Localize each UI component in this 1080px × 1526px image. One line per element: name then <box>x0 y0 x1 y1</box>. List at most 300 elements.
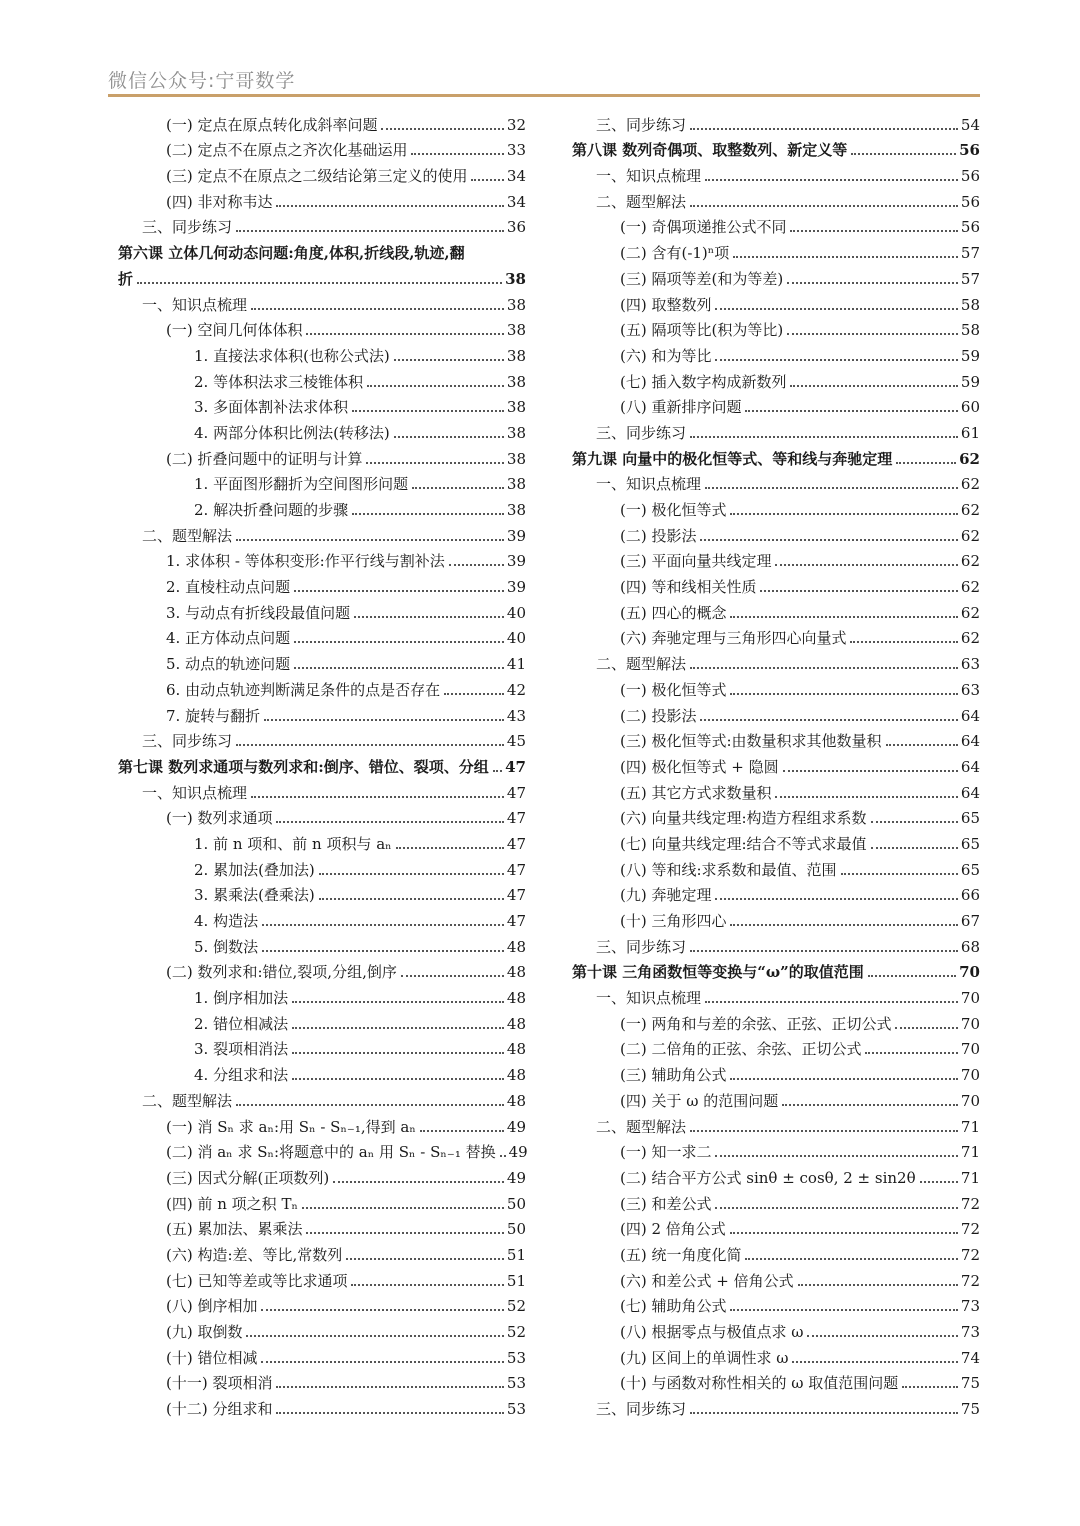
toc-entry[interactable] <box>118 469 526 495</box>
toc-entry[interactable] <box>118 289 526 315</box>
toc-page-number: 57 <box>960 269 980 288</box>
toc-page-number: 72 <box>960 1271 980 1290</box>
toc-entry-text: (十) 三角形四心 <box>620 912 727 930</box>
dot-leader <box>760 590 957 592</box>
toc-entry[interactable] <box>118 315 526 341</box>
toc-entry-text: (六) 构造:差、等比,常数列 <box>166 1245 343 1264</box>
toc-entry-text: 3. 裂项相消法 <box>194 1040 289 1059</box>
toc-entry-text: 第七课 数列求通项与数列求和:倒序、错位、裂项、分组 <box>118 757 489 776</box>
toc-page-number: 34 <box>506 192 526 211</box>
toc-page-number: 59 <box>960 372 980 391</box>
toc-entry[interactable] <box>118 623 526 649</box>
header-title: 微信公众号:宁哥数学 <box>108 70 296 92</box>
dot-leader <box>276 205 503 207</box>
toc-entry-text: (三) 平面向量共线定理 <box>620 552 772 571</box>
toc-entry-text: (四) 关于 ω 的范围问题 <box>620 1091 779 1110</box>
dot-leader <box>715 308 957 310</box>
toc-entry[interactable] <box>118 1393 526 1419</box>
toc-entry-text: (一) 消 Sₙ 求 aₙ:用 Sₙ - Sₙ₋₁,得到 aₙ <box>166 1117 416 1136</box>
toc-page-number: 58 <box>960 321 980 340</box>
toc-page-number: 40 <box>506 629 526 648</box>
toc-page-number: 71 <box>960 1117 980 1136</box>
toc-entry[interactable] <box>118 726 526 752</box>
toc-entry-text: (二) 折叠问题中的证明与计算 <box>166 449 363 468</box>
toc-entry[interactable] <box>572 803 980 829</box>
toc-entry-text: (五) 四心的概念 <box>620 603 727 622</box>
toc-entry-text: (三) 辅助角公式 <box>620 1066 727 1085</box>
toc-entry[interactable] <box>572 494 980 520</box>
toc-entry[interactable] <box>572 546 980 572</box>
toc-chapter-entry[interactable] <box>118 263 526 289</box>
dot-leader <box>261 1309 503 1311</box>
toc-page-number: 62 <box>959 449 980 468</box>
toc-entry[interactable] <box>118 520 526 546</box>
toc-entry[interactable] <box>572 469 980 495</box>
toc-chapter-entry[interactable] <box>572 957 980 983</box>
toc-entry[interactable] <box>118 880 526 906</box>
toc-entry-text: (二) 含有(-1)ⁿ项 <box>620 244 730 263</box>
toc-entry[interactable] <box>572 1137 980 1163</box>
toc-page-number: 60 <box>960 398 980 417</box>
dot-leader <box>449 564 504 566</box>
toc-entry[interactable] <box>572 1291 980 1317</box>
toc-entry-text: 三、同步练习 <box>596 937 687 956</box>
toc-entry-text: (七) 插入数字构成新数列 <box>620 372 787 391</box>
toc-entry-text: (十) 错位相减 <box>166 1348 258 1367</box>
toc-entry-text: 1. 平面图形翻折为空间图形问题 <box>194 475 409 494</box>
toc-entry-text: 一、知识点梳理 <box>596 475 702 494</box>
toc-entry[interactable] <box>572 1265 980 1291</box>
toc-entry-text: 二、题型解法 <box>596 655 687 674</box>
toc-entry-text: (十) 与函数对称性相关的 ω 取值范围问题 <box>620 1374 899 1393</box>
dot-leader <box>261 1361 503 1363</box>
toc-page-number: 56 <box>960 167 980 186</box>
toc-entry[interactable] <box>118 1368 526 1394</box>
toc-page-number: 41 <box>506 655 526 674</box>
dot-leader <box>730 693 957 695</box>
toc-entry-text: 2. 解决折叠问题的步骤 <box>194 501 349 519</box>
toc-entry[interactable] <box>118 392 526 418</box>
toc-entry[interactable] <box>118 1265 526 1291</box>
toc-entry-text: 二、题型解法 <box>142 1091 233 1110</box>
toc-entry-text: (一) 空间几何体体积 <box>166 321 303 340</box>
toc-entry[interactable] <box>572 1368 980 1394</box>
toc-page-number: 38 <box>506 372 526 391</box>
toc-entry-text: (六) 和差公式 + 倍角公式 <box>620 1271 794 1290</box>
toc-entry-text: (二) 二倍角的正弦、余弦、正切公式 <box>620 1040 862 1059</box>
toc-entry[interactable] <box>118 1239 526 1265</box>
toc-entry[interactable] <box>118 648 526 674</box>
toc-page-number: 64 <box>960 783 980 802</box>
dot-leader <box>730 1309 957 1311</box>
toc-entry[interactable] <box>118 854 526 880</box>
toc-page-number: 48 <box>506 963 526 982</box>
toc-page-number: 38 <box>506 398 526 417</box>
toc-entry[interactable] <box>118 1291 526 1317</box>
toc-entry[interactable] <box>118 828 526 854</box>
dot-leader <box>705 1001 958 1003</box>
toc-entry-text: (二) 投影法 <box>620 526 697 545</box>
toc-entry-text: (八) 倒序相加 <box>166 1297 258 1316</box>
toc-entry[interactable] <box>118 597 526 623</box>
toc-entry-text: (十一) 裂项相消 <box>166 1374 273 1393</box>
toc-entry[interactable] <box>118 571 526 597</box>
dot-leader <box>292 1078 504 1080</box>
toc-entry-text: 4. 正方体动点问题 <box>166 629 291 648</box>
dot-leader <box>412 487 504 489</box>
toc-page-number: 39 <box>506 578 526 597</box>
toc-entry-text: 3. 与动点有折线段最值问题 <box>166 603 351 622</box>
toc-page-number: 56 <box>960 218 980 237</box>
toc-entry[interactable] <box>572 623 980 649</box>
toc-page-number: 47 <box>505 757 526 776</box>
toc-page-number: 53 <box>506 1348 526 1367</box>
toc-entry-text: (六) 奔驰定理与三角形四心向量式 <box>620 629 847 648</box>
toc-entry[interactable] <box>118 1111 526 1137</box>
toc-entry[interactable] <box>118 1316 526 1342</box>
toc-entry[interactable] <box>572 263 980 289</box>
dot-leader <box>137 282 502 284</box>
toc-entry-text: (二) 消 aₙ 求 Sₙ:将题意中的 aₙ 用 Sₙ - Sₙ₋₁ 替换 <box>166 1143 496 1162</box>
toc-entry-text: (八) 等和线:求系数和最值、范围 <box>620 860 837 879</box>
dot-leader <box>871 821 958 823</box>
toc-entry-text: 第九课 向量中的极化恒等式、等和线与奔驰定理 <box>572 449 893 468</box>
toc-entry[interactable] <box>118 160 526 186</box>
dot-leader <box>730 513 957 515</box>
toc-entry[interactable] <box>572 1111 980 1137</box>
toc-page-number: 49 <box>506 1168 526 1187</box>
toc-entry[interactable] <box>572 1085 980 1111</box>
toc-chapter-heading <box>118 237 526 263</box>
dot-leader <box>705 179 958 181</box>
toc-entry[interactable] <box>572 366 980 392</box>
toc-entry[interactable] <box>572 1188 980 1214</box>
toc-page-number: 62 <box>960 501 980 519</box>
toc-page-number: 74 <box>960 1348 980 1367</box>
dot-leader <box>262 924 504 926</box>
toc-entry[interactable] <box>572 880 980 906</box>
toc-page-number: 32 <box>506 115 526 134</box>
toc-page-number: 71 <box>960 1168 980 1187</box>
toc-page-number: 52 <box>506 1323 526 1341</box>
toc-page-number: 70 <box>960 1014 980 1033</box>
dot-leader <box>276 1412 503 1414</box>
toc-page-number: 47 <box>506 886 526 905</box>
toc-page-number: 38 <box>506 346 526 365</box>
dot-leader <box>333 1181 504 1183</box>
toc-entry-text: 一、知识点梳理 <box>142 295 248 314</box>
toc-entry[interactable] <box>572 1239 980 1265</box>
toc-entry[interactable] <box>118 1214 526 1240</box>
toc-page-number: 49 <box>508 1143 528 1162</box>
toc-entry[interactable] <box>118 1034 526 1060</box>
toc-entry[interactable] <box>118 957 526 983</box>
toc-entry[interactable] <box>118 186 526 212</box>
toc-page-number: 47 <box>506 860 526 879</box>
toc-entry-text: (三) 因式分解(正项数列) <box>166 1168 330 1187</box>
toc-entry[interactable] <box>572 315 980 341</box>
toc-page-number: 47 <box>506 783 526 802</box>
dot-leader <box>236 230 504 232</box>
toc-entry[interactable] <box>572 520 980 546</box>
toc-page-number: 33 <box>506 141 526 160</box>
dot-leader <box>733 256 958 258</box>
toc-right-column <box>572 109 980 1419</box>
dot-leader <box>500 1155 506 1157</box>
dot-leader <box>394 436 504 438</box>
toc-entry[interactable] <box>572 340 980 366</box>
toc-entry[interactable] <box>118 494 526 520</box>
toc-entry-text: (七) 已知等差或等比求通项 <box>166 1271 348 1290</box>
toc-page-number: 38 <box>506 449 526 468</box>
toc-page-number: 63 <box>960 655 980 674</box>
toc-entry-text: 5. 倒数法 <box>194 937 259 956</box>
toc-entry[interactable] <box>118 417 526 443</box>
dot-leader <box>381 128 503 130</box>
toc-entry[interactable] <box>572 1393 980 1419</box>
toc-entry[interactable] <box>572 392 980 418</box>
toc-page-number: 65 <box>960 860 980 879</box>
toc-entry[interactable] <box>572 1162 980 1188</box>
toc-entry-text: (三) 隔项等差(和为等差) <box>620 269 784 288</box>
dot-leader <box>236 539 504 541</box>
toc-entry-text: (三) 极化恒等式:由数量积求其他数量积 <box>620 732 882 751</box>
dot-leader <box>790 385 957 387</box>
toc-entry[interactable] <box>572 289 980 315</box>
dot-leader <box>354 616 504 618</box>
dot-leader <box>471 179 503 181</box>
toc-page-number: 61 <box>960 423 980 442</box>
toc-page-number: 48 <box>506 989 526 1008</box>
toc-page-number: 47 <box>506 809 526 828</box>
toc-entry-text: 第八课 数列奇偶项、取整数列、新定义等 <box>572 141 848 160</box>
toc-entry-text: 1. 倒序相加法 <box>194 989 289 1008</box>
toc-entry-text: 折 <box>118 269 134 288</box>
toc-page-number: 62 <box>960 578 980 597</box>
toc-entry[interactable] <box>118 109 526 135</box>
toc-page-number: 36 <box>506 218 526 237</box>
toc-page-number: 51 <box>506 1271 526 1290</box>
toc-entry[interactable] <box>118 366 526 392</box>
dot-leader <box>251 308 504 310</box>
toc-entry[interactable] <box>572 597 980 623</box>
dot-leader <box>346 1258 504 1260</box>
toc-entry-text: (五) 隔项等比(积为等比) <box>620 321 784 340</box>
dot-leader <box>367 385 504 387</box>
dot-leader <box>690 1130 958 1132</box>
toc-page-number: 45 <box>506 732 526 751</box>
toc-entry[interactable] <box>572 160 980 186</box>
toc-entry[interactable] <box>118 905 526 931</box>
toc-entry-text: 2. 直棱柱动点问题 <box>166 578 291 597</box>
dot-leader <box>294 590 504 592</box>
dot-leader <box>319 873 504 875</box>
toc-entry[interactable] <box>572 931 980 957</box>
dot-leader <box>352 410 504 412</box>
toc-entry[interactable] <box>572 417 980 443</box>
dot-leader <box>920 1181 958 1183</box>
toc-entry[interactable] <box>572 186 980 212</box>
toc-entry[interactable] <box>118 1085 526 1111</box>
toc-entry[interactable] <box>572 905 980 931</box>
toc-entry[interactable] <box>572 237 980 263</box>
dot-leader <box>294 641 504 643</box>
toc-entry[interactable] <box>118 546 526 572</box>
toc-page-number: 38 <box>505 269 526 288</box>
toc-entry-text: 4. 两部分体积比例法(转移法) <box>194 423 390 442</box>
toc-entry[interactable] <box>118 1162 526 1188</box>
toc-entry-text: (十二) 分组求和 <box>166 1400 273 1419</box>
toc-page-number: 51 <box>506 1245 526 1264</box>
dot-leader <box>396 847 504 849</box>
dot-leader <box>276 821 503 823</box>
toc-entry[interactable] <box>572 828 980 854</box>
toc-entry-text: 2. 累加法(叠加法) <box>194 860 315 879</box>
dot-leader <box>902 1386 958 1388</box>
dot-leader <box>251 796 504 798</box>
toc-entry[interactable] <box>572 571 980 597</box>
dot-leader <box>276 1386 503 1388</box>
dot-leader <box>690 128 958 130</box>
toc-entry[interactable] <box>572 1342 980 1368</box>
dot-leader <box>850 641 957 643</box>
toc-page-number: 66 <box>960 886 980 905</box>
dot-leader <box>306 1232 503 1234</box>
dot-leader <box>790 230 957 232</box>
toc-entry[interactable] <box>572 982 980 1008</box>
toc-page-number: 70 <box>959 963 980 982</box>
dot-leader <box>715 1155 957 1157</box>
toc-entry[interactable] <box>572 726 980 752</box>
toc-entry[interactable] <box>118 443 526 469</box>
toc-entry-text: 二、题型解法 <box>596 192 687 211</box>
toc-entry-text: 三、同步练习 <box>142 218 233 237</box>
dot-leader <box>690 1412 958 1414</box>
dot-leader <box>236 1104 504 1106</box>
toc-page-number: 72 <box>960 1245 980 1264</box>
toc-entry-text: (七) 辅助角公式 <box>620 1297 727 1316</box>
dot-leader <box>394 359 504 361</box>
toc-entry-text: (四) 非对称韦达 <box>166 192 273 211</box>
dot-leader <box>715 898 957 900</box>
toc-page-number: 48 <box>506 1040 526 1059</box>
toc-page-number: 50 <box>506 1220 526 1239</box>
toc-page-number: 70 <box>960 989 980 1008</box>
toc-entry[interactable] <box>572 700 980 726</box>
toc-entry-text: 一、知识点梳理 <box>596 989 702 1008</box>
toc-entry-text: (六) 向量共线定理:构造方程组求系数 <box>620 809 867 828</box>
toc-entry-text: 7. 旋转与翻折 <box>166 706 261 725</box>
toc-page-number: 47 <box>506 834 526 853</box>
toc-entry[interactable] <box>572 674 980 700</box>
toc-page-number: 48 <box>506 937 526 956</box>
toc-page-number: 70 <box>960 1040 980 1059</box>
toc-entry[interactable] <box>118 340 526 366</box>
toc-entry[interactable] <box>572 751 980 777</box>
toc-page-number: 38 <box>506 423 526 442</box>
toc-entry[interactable] <box>118 212 526 238</box>
toc-entry-text: 三、同步练习 <box>596 423 687 442</box>
toc-entry-text: 1. 前 n 项和、前 n 项积与 aₙ <box>194 834 392 853</box>
dot-leader <box>886 744 958 746</box>
dot-leader <box>690 950 958 952</box>
toc-entry[interactable] <box>572 1059 980 1085</box>
toc-page-number: 73 <box>960 1297 980 1316</box>
toc-page-number: 68 <box>960 937 980 956</box>
toc-page-number: 70 <box>960 1066 980 1085</box>
toc-entry[interactable] <box>118 674 526 700</box>
toc-page-number: 70 <box>960 1091 980 1110</box>
dot-leader <box>292 1001 504 1003</box>
toc-entry[interactable] <box>572 1214 980 1240</box>
toc-chapter-entry[interactable] <box>572 135 980 161</box>
toc-entry[interactable] <box>572 648 980 674</box>
toc-entry[interactable] <box>572 1316 980 1342</box>
toc-chapter-entry[interactable] <box>572 443 980 469</box>
dot-leader <box>420 1130 504 1132</box>
toc-entry[interactable] <box>118 1137 526 1163</box>
toc-page-number: 38 <box>506 475 526 494</box>
toc-entry[interactable] <box>572 212 980 238</box>
toc-entry[interactable] <box>118 135 526 161</box>
dot-leader <box>715 359 957 361</box>
toc-page-number: 63 <box>960 680 980 699</box>
toc-entry[interactable] <box>572 1008 980 1034</box>
dot-leader <box>775 564 957 566</box>
toc-page-number: 39 <box>506 552 526 571</box>
toc-entry-text: 二、题型解法 <box>142 526 233 545</box>
toc-entry[interactable] <box>118 700 526 726</box>
toc-page-number: 38 <box>506 321 526 340</box>
toc-entry[interactable] <box>118 982 526 1008</box>
toc-entry[interactable] <box>118 1188 526 1214</box>
toc-entry[interactable] <box>118 777 526 803</box>
toc-entry[interactable] <box>572 1034 980 1060</box>
toc-entry-text: (四) 取整数列 <box>620 295 712 314</box>
toc-page-number: 58 <box>960 295 980 314</box>
toc-chapter-entry[interactable] <box>118 751 526 777</box>
dot-leader <box>444 693 504 695</box>
dot-leader <box>352 513 504 515</box>
toc-page-number: 62 <box>960 552 980 571</box>
toc-page-number: 54 <box>960 115 980 134</box>
toc-entry[interactable] <box>572 777 980 803</box>
toc-entry[interactable] <box>572 109 980 135</box>
toc-entry[interactable] <box>118 1342 526 1368</box>
dot-leader <box>807 1335 957 1337</box>
dot-leader <box>730 616 957 618</box>
toc-entry-text: (七) 向量共线定理:结合不等式求最值 <box>620 834 867 853</box>
toc-entry-text: 一、知识点梳理 <box>596 167 702 186</box>
dot-leader <box>319 898 504 900</box>
toc-entry[interactable] <box>118 1059 526 1085</box>
toc-page-number: 65 <box>960 809 980 828</box>
toc-left-column <box>118 109 526 1419</box>
dot-leader <box>745 1258 957 1260</box>
toc-page-number: 56 <box>960 192 980 211</box>
toc-entry-text: 三、同步练习 <box>596 1400 687 1419</box>
toc-entry[interactable] <box>118 1008 526 1034</box>
toc-entry[interactable] <box>572 854 980 880</box>
toc-page-number: 62 <box>960 526 980 545</box>
dot-leader <box>401 975 504 977</box>
toc-entry[interactable] <box>118 931 526 957</box>
toc-page-number: 38 <box>506 295 526 314</box>
toc-entry-text: 三、同步练习 <box>596 115 687 134</box>
toc-entry-text: 1. 求体积 - 等体积变形:作平行线与割补法 <box>166 552 445 571</box>
dot-leader <box>264 719 504 721</box>
toc-entry[interactable] <box>118 803 526 829</box>
